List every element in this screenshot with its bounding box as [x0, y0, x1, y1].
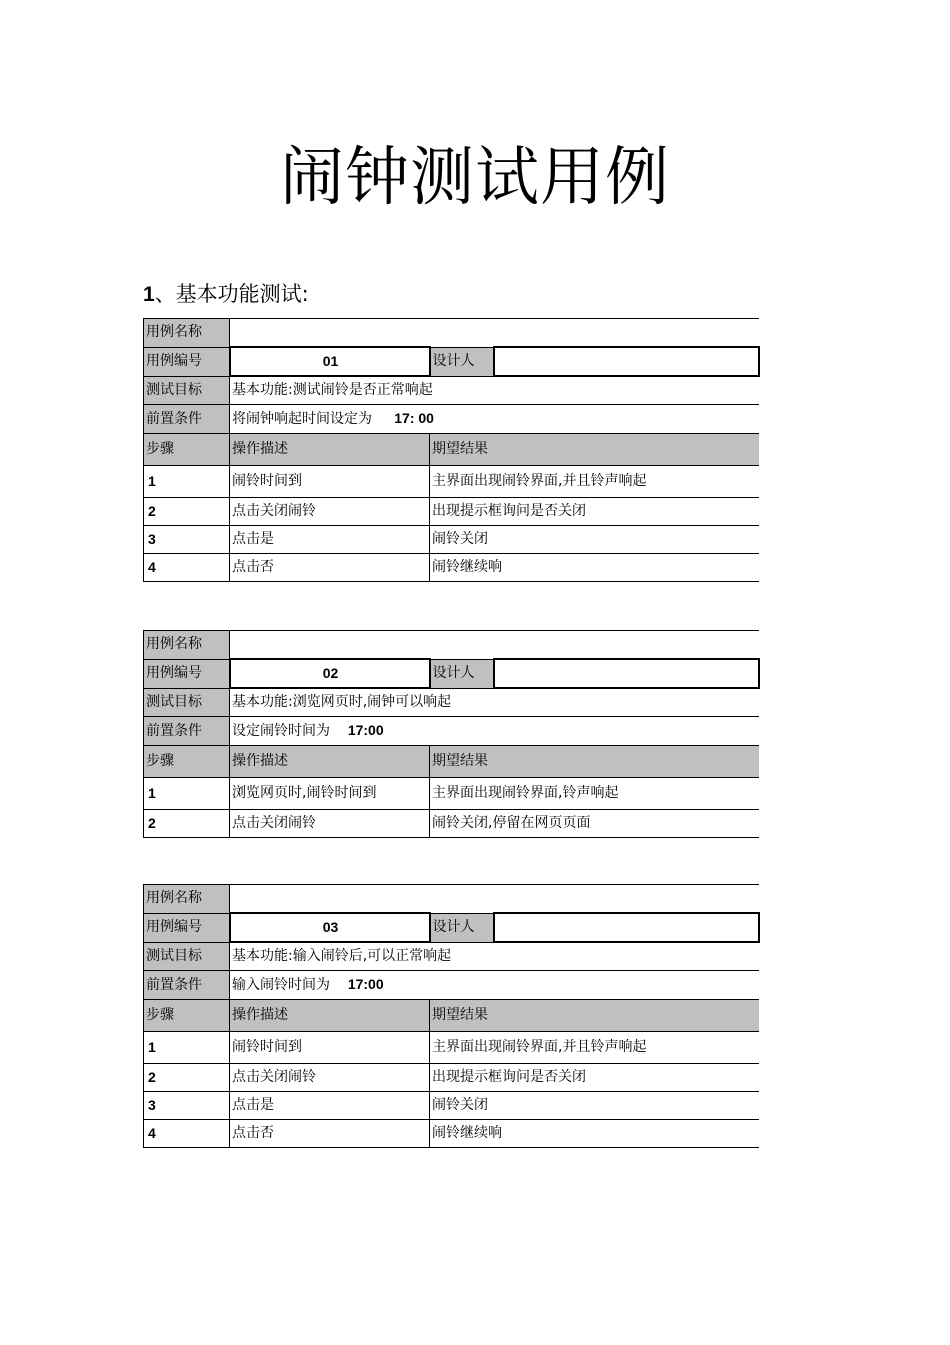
precondition-label: 前置条件 [144, 971, 230, 1000]
step-header: 步骤 [144, 1000, 230, 1032]
case-id-label: 用例编号 [144, 659, 230, 688]
expected-header: 期望结果 [430, 434, 760, 466]
objective-label: 测试目标 [144, 688, 230, 717]
page-title: 闹钟测试用例 [280, 141, 670, 215]
precondition-time: 17: 00 [394, 410, 434, 426]
precondition-label: 前置条件 [144, 717, 230, 746]
step-expected: 闹铃关闭,停留在网页页面 [430, 810, 760, 838]
case-id-label: 用例编号 [144, 347, 230, 376]
designer-label: 设计人 [430, 347, 494, 376]
step-header: 步骤 [144, 434, 230, 466]
test-case-table-01 [143, 318, 760, 582]
step-action: 点击否 [230, 1120, 430, 1148]
step-header: 步骤 [144, 746, 230, 778]
action-header: 操作描述 [230, 434, 430, 466]
step-number: 2 [144, 810, 230, 838]
step-number: 3 [144, 526, 230, 554]
designer-label: 设计人 [430, 913, 494, 942]
step-action: 闹铃时间到 [230, 466, 430, 498]
table-row [144, 498, 760, 526]
step-action: 点击关闭闹铃 [230, 810, 430, 838]
precondition-value [230, 971, 760, 1000]
case-name-label: 用例名称 [144, 631, 230, 660]
designer-value [494, 347, 760, 376]
expected-header: 期望结果 [430, 1000, 760, 1032]
step-number: 3 [144, 1092, 230, 1120]
action-header: 操作描述 [230, 1000, 430, 1032]
expected-header: 期望结果 [430, 746, 760, 778]
section-number: 1 [143, 283, 155, 306]
case-id-value: 03 [230, 913, 430, 942]
step-expected: 主界面出现闹铃界面,并且铃声响起 [430, 466, 760, 498]
step-action: 点击是 [230, 1092, 430, 1120]
designer-value [494, 913, 760, 942]
precondition-time: 17:00 [347, 722, 384, 738]
step-expected: 闹铃继续响 [430, 1120, 760, 1148]
table-row [144, 1092, 760, 1120]
precondition-text: 将闹钟响起时间设定为 [232, 411, 372, 427]
table-row [144, 526, 760, 554]
objective-value: 基本功能:测试闹铃是否正常响起 [230, 376, 760, 405]
precondition-value [230, 717, 760, 746]
test-case-table-02 [143, 630, 760, 838]
step-action: 点击关闭闹铃 [230, 498, 430, 526]
case-name-label: 用例名称 [144, 885, 230, 914]
action-header: 操作描述 [230, 746, 430, 778]
precondition-value [230, 405, 760, 434]
case-name-label: 用例名称 [144, 319, 230, 348]
table-row [144, 1032, 760, 1064]
case-name-value [230, 885, 760, 914]
section-label: 、基本功能测试: [154, 282, 309, 306]
precondition-text: 设定闹铃时间为 [232, 723, 330, 739]
objective-label: 测试目标 [144, 376, 230, 405]
table-row [144, 1064, 760, 1092]
case-id-value: 01 [230, 347, 430, 376]
table-row [144, 466, 760, 498]
table-row [144, 778, 760, 810]
table-row [144, 554, 760, 582]
objective-value: 基本功能:浏览网页时,闹钟可以响起 [230, 688, 760, 717]
step-expected: 闹铃关闭 [430, 1092, 760, 1120]
step-expected: 主界面出现闹铃界面,并且铃声响起 [430, 1032, 760, 1064]
step-number: 4 [144, 1120, 230, 1148]
precondition-label: 前置条件 [144, 405, 230, 434]
designer-value [494, 659, 760, 688]
step-action: 闹铃时间到 [230, 1032, 430, 1064]
step-number: 4 [144, 554, 230, 582]
step-action: 浏览网页时,闹铃时间到 [230, 778, 430, 810]
step-expected: 出现提示框询问是否关闭 [430, 498, 760, 526]
test-case-table-03 [143, 884, 760, 1148]
step-expected: 出现提示框询问是否关闭 [430, 1064, 760, 1092]
step-action: 点击是 [230, 526, 430, 554]
step-action: 点击否 [230, 554, 430, 582]
objective-value: 基本功能:输入闹铃后,可以正常响起 [230, 942, 760, 971]
section-heading [143, 280, 309, 309]
case-name-value [230, 631, 760, 660]
table-row [144, 810, 760, 838]
step-expected: 闹铃关闭 [430, 526, 760, 554]
case-id-value: 02 [230, 659, 430, 688]
table-row [144, 1120, 760, 1148]
step-expected: 闹铃继续响 [430, 554, 760, 582]
precondition-time: 17:00 [347, 976, 384, 992]
designer-label: 设计人 [430, 659, 494, 688]
step-number: 2 [144, 498, 230, 526]
case-id-label: 用例编号 [144, 913, 230, 942]
step-number: 2 [144, 1064, 230, 1092]
precondition-text: 输入闹铃时间为 [232, 977, 330, 993]
step-number: 1 [144, 778, 230, 810]
step-expected: 主界面出现闹铃界面,铃声响起 [430, 778, 760, 810]
case-name-value [230, 319, 760, 348]
objective-label: 测试目标 [144, 942, 230, 971]
step-number: 1 [144, 466, 230, 498]
step-action: 点击关闭闹铃 [230, 1064, 430, 1092]
step-number: 1 [144, 1032, 230, 1064]
